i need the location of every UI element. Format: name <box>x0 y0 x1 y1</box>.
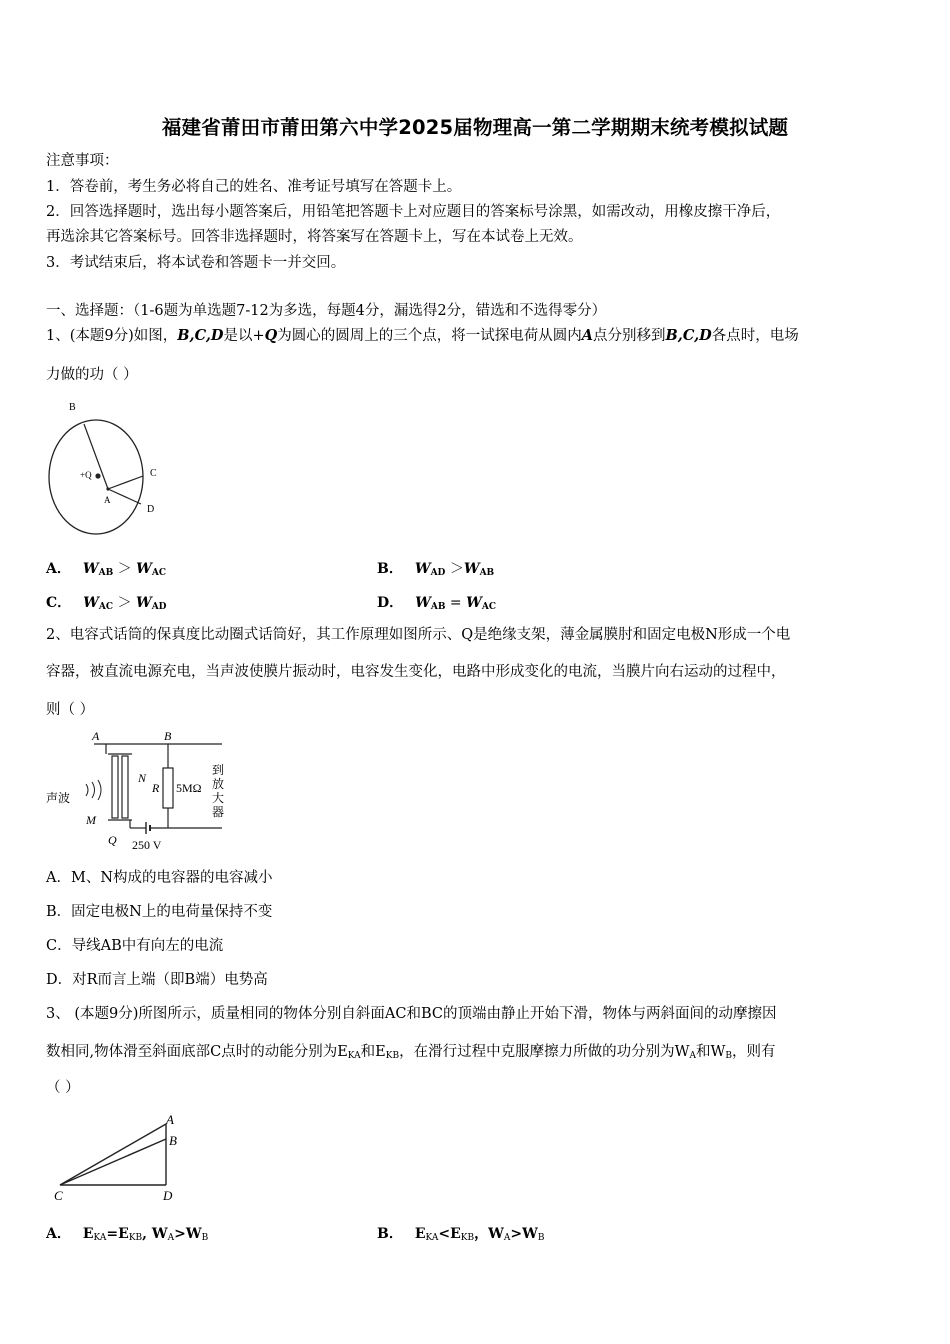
q2-option-a[interactable]: A．M、N构成的电容器的电容减小 <box>46 870 273 886</box>
amplifier-label-2: 放 <box>212 777 225 791</box>
page-title: 福建省莆田市莆田第六中学2025届物理高一第二学期期末统考模拟试题 <box>161 116 789 139</box>
terminal-b-label: B <box>164 729 172 743</box>
q3-stem-line2: 数相同,物体滑至斜面底部C点时的动能分别为$E_{KA}$和$E_{KB}$，在滑行过程中克服摩擦力所做的功分别为$W_A$和$W_B$，则有 <box>46 1044 776 1061</box>
electrode-n-label: N <box>138 771 147 785</box>
notice-item: 3．考试结束后，将本试卷和答题卡一并交回。 <box>46 255 346 271</box>
q3-stem-line3: （ ） <box>46 1080 80 1096</box>
q3-slope-figure <box>46 1108 196 1203</box>
amplifier-label-4: 器 <box>212 805 225 819</box>
notice-item: 2．回答选择题时，选出每小题答案后，用铅笔把答题卡上对应题目的答案标号涂黑，如需改动，用橡皮擦干净后， <box>46 204 781 220</box>
q2-option-c[interactable]: C．导线AB中有向左的电流 <box>46 938 224 954</box>
q3-option-b[interactable]: B． $E_{KA}<E_{KB}$，$W_A>W_B$ <box>377 1226 545 1243</box>
q1-stem-line2: 力做的功（ ） <box>46 367 138 383</box>
point-a-label: A <box>104 495 111 505</box>
q1-option-b[interactable]: B． $W_{AD} >W_{AB}$ <box>377 561 495 578</box>
support-q-label: Q <box>108 833 117 847</box>
point-c-label: C <box>150 468 157 479</box>
point-c-label: C <box>54 1188 63 1203</box>
notice-item: 再选涂其它答案标号。回答非选择题时，将答案写在答题卡上，写在本试卷上无效。 <box>46 229 583 245</box>
q2-stem: 2、电容式话筒的保真度比动圈式话筒好，其工作原理如图所示、Q是绝缘支架，薄金属膜肘和固定电极N形成一个电 <box>46 627 791 643</box>
section-heading: 一、选择题：（1-6题为单选题7-12为多选，每题4分，漏选得2分，错选和不选得零分） <box>46 303 607 319</box>
charge-q-label: +Q <box>80 470 92 480</box>
notice-item: 1．答卷前，考生务必将自己的姓名、准考证号填写在答题卡上。 <box>46 179 462 195</box>
q1-option-c[interactable]: C． $W_{AC} > W_{AD}$ <box>46 595 167 612</box>
q2-circuit-figure <box>46 728 246 858</box>
voltage-label: 250 V <box>132 838 162 852</box>
q2-stem: 容器，被直流电源充电，当声波使膜片振动时，电容发生变化，电路中形成变化的电流，当膜片向右运动的过程中， <box>46 664 786 680</box>
resistor-r-label: R <box>152 781 160 795</box>
point-d-label: D <box>147 504 155 515</box>
resistor-value: 5MΩ <box>176 781 202 795</box>
q3-option-a[interactable]: A． $E_{KA}=E_{KB}$, $W_A>W_B$ <box>46 1226 209 1243</box>
point-b-label: B <box>69 402 76 413</box>
q1-circle-figure <box>46 396 176 541</box>
terminal-a-label: A <box>92 729 100 743</box>
q2-option-b[interactable]: B．固定电极N上的电荷量保持不变 <box>46 904 273 920</box>
point-b-label: B <box>169 1133 177 1148</box>
q1-option-d[interactable]: D． $W_{AB} = W_{AC}$ <box>377 595 496 612</box>
amplifier-label-3: 大 <box>212 791 225 805</box>
sound-wave-label: 声波 <box>46 791 71 805</box>
q2-stem: 则（ ） <box>46 702 95 718</box>
point-a-label: A <box>166 1112 174 1127</box>
membrane-m-label: M <box>86 813 96 827</box>
point-d-label: D <box>163 1188 173 1203</box>
q3-stem: 3、 (本题9分)所图所示，质量相同的物体分别自斜面AC和BC的顶端由静止开始下滑，物体与两斜面间的动摩擦因 <box>46 1006 777 1022</box>
amplifier-label-1: 到 <box>212 763 225 777</box>
q1-stem: 1、(本题9分)如图，B,C,D是以+Q为圆心的圆周上的三个点，将一试探电荷从圆内A点分别移到B,C,D各点时，电场 <box>46 327 799 344</box>
notice-heading: 注意事项： <box>46 153 119 169</box>
q1-option-a[interactable]: A． $W_{AB} > W_{AC}$ <box>46 561 166 578</box>
q2-option-d[interactable]: D．对R而言上端（即B端）电势高 <box>46 972 268 988</box>
